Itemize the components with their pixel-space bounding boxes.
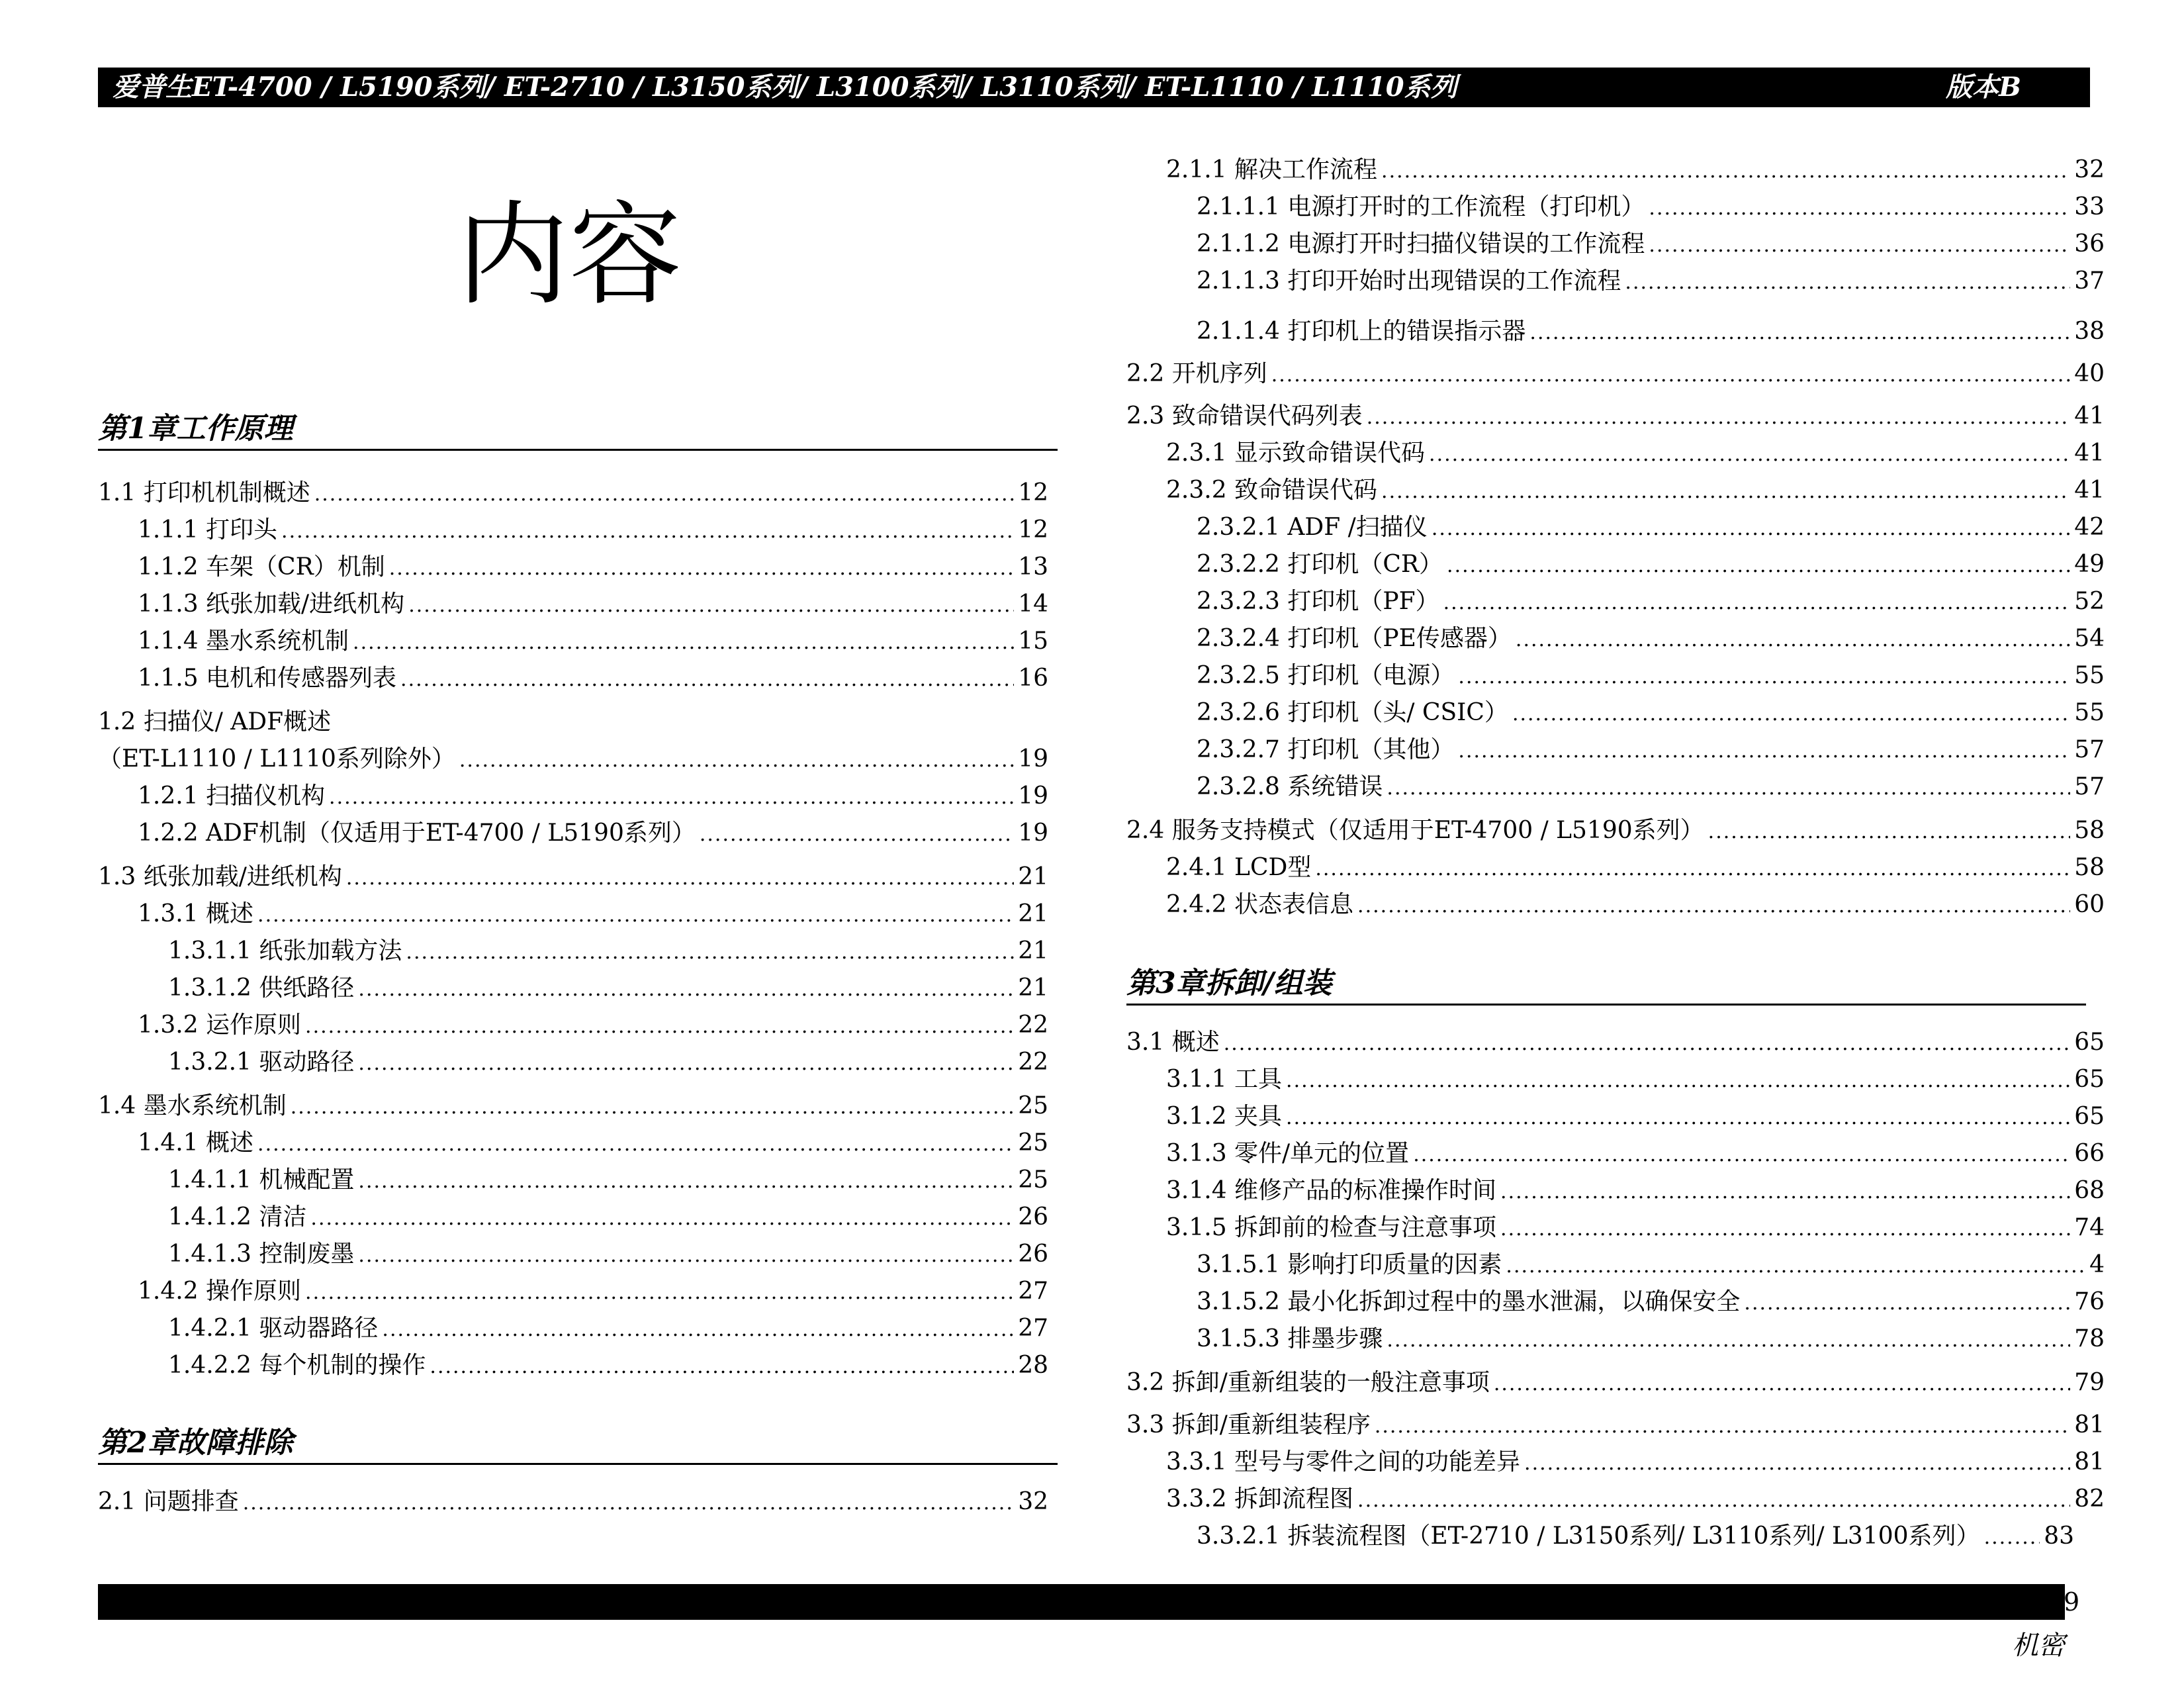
toc-entry-page: 14 <box>1018 590 1048 618</box>
toc-entry-text: 2.3.2.1 ADF /扫描仪 <box>1197 514 1428 541</box>
toc-entry-page: 57 <box>2074 736 2105 763</box>
toc-entry-2-3-2-2[interactable] <box>1197 548 2105 581</box>
toc-entry-2-1[interactable] <box>98 1485 1048 1519</box>
toc-entry-text: 3.3.1 型号与零件之间的功能差异 <box>1166 1448 1521 1476</box>
toc-entry-page: 25 <box>1018 1092 1048 1119</box>
toc-entry-2-4[interactable] <box>1126 814 2105 847</box>
toc-entry-text: 1.4.1.2 清洁 <box>168 1203 307 1231</box>
toc-entry-1-1-2[interactable] <box>138 551 1048 584</box>
toc-entry-page: 52 <box>2074 588 2105 615</box>
toc-entry-page: 32 <box>1018 1488 1048 1515</box>
toc-entry-3-1-3[interactable] <box>1166 1137 2105 1170</box>
toc-entry-3-1[interactable] <box>1126 1026 2105 1059</box>
toc-entry-1-4-2-2[interactable] <box>168 1349 1048 1382</box>
toc-entry-text: 3.1.4 维修产品的标准操作时间 <box>1166 1177 1497 1204</box>
toc-entry-1-4-1-2[interactable] <box>168 1201 1048 1234</box>
toc-entry-2-3-2-1[interactable] <box>1197 511 2105 544</box>
toc-entry-text: 2.3.2 致命错误代码 <box>1166 477 1378 504</box>
toc-entry-page: 38 <box>2074 318 2105 345</box>
footer-bar <box>98 1584 2065 1620</box>
toc-entry-1-1-3[interactable] <box>138 588 1048 621</box>
toc-entry-text: 1.4 墨水系统机制 <box>98 1092 287 1119</box>
toc-entry-page: 21 <box>1018 863 1048 890</box>
toc-entry-page: 22 <box>1018 1049 1048 1076</box>
toc-entry-page: 36 <box>2074 230 2105 258</box>
toc-entry-2-3-2-5[interactable] <box>1197 659 2105 692</box>
toc-entry-page: 19 <box>1018 820 1048 847</box>
header-bar <box>98 68 2090 107</box>
toc-entry-text: 2.3.2.3 打印机（PF） <box>1197 588 1439 615</box>
toc-entry-page: 27 <box>1018 1278 1048 1305</box>
toc-entry-2-1-1[interactable] <box>1166 154 2105 187</box>
toc-entry-2-3-1[interactable] <box>1166 437 2105 470</box>
toc-entry-text: 2.4 服务支持模式（仅适用于ET-4700 / L5190系列） <box>1126 817 1704 844</box>
toc-entry-page: 4 <box>2089 1251 2105 1278</box>
toc-entry-2-1-1-2[interactable] <box>1197 228 2105 261</box>
chapter-1-heading: 第1章工作原理 <box>98 409 1058 451</box>
toc-entry-2-3-2-3[interactable] <box>1197 585 2105 618</box>
toc-entry-page: 83 <box>2044 1523 2074 1550</box>
toc-entry-page: 40 <box>2074 360 2105 387</box>
toc-entry-1-3-1-1[interactable] <box>168 935 1048 968</box>
toc-entry-page: 54 <box>2074 625 2105 652</box>
toc-entry-text: 1.2.1 扫描仪机构 <box>138 782 326 810</box>
toc-entry-1-4-1-3[interactable] <box>168 1238 1048 1271</box>
toc-entry-page: 65 <box>2074 1103 2105 1130</box>
chapter-3-heading: 第3章拆卸/组装 <box>1126 964 2086 1006</box>
toc-entry-text: 2.1.1.1 电源打开时的工作流程（打印机） <box>1197 193 1645 220</box>
toc-entry-page: 25 <box>1018 1166 1048 1194</box>
toc-entry-page: 79 <box>2074 1369 2105 1396</box>
toc-entry-text: 2.1.1.2 电源打开时扫描仪错误的工作流程 <box>1197 230 1645 258</box>
toc-entry-page: 15 <box>1018 628 1048 655</box>
toc-entry-text: 1.1.4 墨水系统机制 <box>138 628 349 655</box>
toc-entry-text: 3.3 拆卸/重新组装程序 <box>1126 1411 1371 1438</box>
toc-entry-page: 68 <box>2074 1177 2105 1204</box>
toc-entry-1-4[interactable] <box>98 1090 1048 1123</box>
toc-entry-1-3-2[interactable] <box>138 1009 1048 1042</box>
toc-entry-text: 2.1.1.4 打印机上的错误指示器 <box>1197 318 1526 345</box>
toc-entry-text: 1.4.2 操作原则 <box>138 1278 302 1305</box>
toc-entry-3-1-4[interactable] <box>1166 1174 2105 1207</box>
toc-entry-text: 2.2 开机序列 <box>1126 360 1267 387</box>
toc-entry-page: 41 <box>2074 402 2105 430</box>
toc-entry-page: 65 <box>2074 1066 2105 1093</box>
toc-entry-1-2[interactable]: 1.2 扫描仪/ ADF概述 <box>98 708 332 735</box>
toc-entry-text: 3.1 概述 <box>1126 1029 1220 1056</box>
page-number: 9 <box>2064 1587 2080 1617</box>
toc-entry-2-3[interactable] <box>1126 400 2105 433</box>
toc-entry-page: 37 <box>2074 267 2105 295</box>
toc-entry-text: 2.3.2.4 打印机（PE传感器） <box>1197 625 1512 652</box>
toc-entry-3-3-1[interactable] <box>1166 1446 2105 1479</box>
toc-entry-page: 12 <box>1018 479 1048 506</box>
toc-entry-page: 19 <box>1018 745 1048 773</box>
toc-entry-text: 2.3.1 显示致命错误代码 <box>1166 440 1426 467</box>
toc-entry-text: 2.3.2.7 打印机（其他） <box>1197 736 1455 763</box>
toc-entry-page: 33 <box>2074 193 2105 220</box>
toc-entry-page: 21 <box>1018 937 1048 964</box>
toc-entry-text: 3.1.5.2 最小化拆卸过程中的墨水泄漏，以确保安全 <box>1197 1288 1741 1315</box>
toc-entry-page: 74 <box>2074 1214 2105 1241</box>
toc-entry-text: 2.3.2.6 打印机（头/ CSIC） <box>1197 699 1508 726</box>
toc-entry-page: 32 <box>2074 156 2105 183</box>
toc-entry-text: 1.3.1 概述 <box>138 900 254 927</box>
toc-entry-page: 58 <box>2074 817 2105 844</box>
toc-entry-page: 65 <box>2074 1029 2105 1056</box>
toc-entry-page: 55 <box>2074 699 2105 726</box>
confidential-label: 机密 <box>2012 1630 2065 1661</box>
toc-entry-3-1-5-1[interactable] <box>1197 1248 2105 1282</box>
toc-entry-page: 41 <box>2074 440 2105 467</box>
toc-entry-text: 1.3.1.1 纸张加载方法 <box>168 937 402 964</box>
toc-entry-page: 19 <box>1018 782 1048 810</box>
toc-entry-text: 3.1.5.1 影响打印质量的因素 <box>1197 1251 1502 1278</box>
toc-entry-1-3-2-1[interactable] <box>168 1046 1048 1079</box>
toc-entry-text: 2.3.2.2 打印机（CR） <box>1197 551 1443 578</box>
toc-entry-text: 3.3.2 拆卸流程图 <box>1166 1485 1354 1513</box>
toc-entry-text: 1.1.1 打印头 <box>138 516 278 543</box>
toc-entry-2-4-2[interactable] <box>1166 888 2105 921</box>
toc-entry-page: 60 <box>2074 891 2105 918</box>
toc-entry-page: 55 <box>2074 662 2105 689</box>
toc-entry-1-3-1-2[interactable] <box>168 972 1048 1005</box>
toc-entry-page: 81 <box>2074 1411 2105 1438</box>
toc-entry-3-3-2-1[interactable] <box>1197 1520 2074 1553</box>
toc-entry-page: 76 <box>2074 1288 2105 1315</box>
toc-entry-page: 82 <box>2074 1485 2105 1513</box>
toc-entry-text: 2.3 致命错误代码列表 <box>1126 402 1363 430</box>
toc-entry-1-2-2[interactable] <box>138 817 1048 850</box>
toc-entry-page: 16 <box>1018 665 1048 692</box>
toc-entry-3-2[interactable] <box>1126 1366 2105 1399</box>
toc-entry-text: 3.3.2.1 拆装流程图（ET-2710 / L3150系列/ L3110系列/ L3100系列） <box>1197 1523 1980 1550</box>
toc-entry-page: 21 <box>1018 974 1048 1002</box>
toc-entry-page: 12 <box>1018 516 1048 543</box>
toc-entry-text: 1.4.1 概述 <box>138 1129 254 1156</box>
toc-entry-text: 1.3.1.2 供纸路径 <box>168 974 355 1002</box>
toc-entry-text: 1.3.2 运作原则 <box>138 1011 302 1039</box>
toc-entry-text: 2.4.1 LCD型 <box>1166 854 1312 881</box>
toc-entry-1-1-1[interactable] <box>138 514 1048 547</box>
header-version: 版本B <box>1946 71 2021 103</box>
toc-entry-2-3-2-4[interactable] <box>1197 622 2105 655</box>
toc-entry-text: 2.3.2.5 打印机（电源） <box>1197 662 1455 689</box>
toc-entry-page: 66 <box>2074 1140 2105 1167</box>
toc-entry-text: 1.3.2.1 驱动路径 <box>168 1049 355 1076</box>
toc-entry-1-4-2-1[interactable] <box>168 1312 1048 1345</box>
toc-entry-text: 3.1.3 零件/单元的位置 <box>1166 1140 1410 1167</box>
toc-entry-3-3[interactable] <box>1126 1409 2105 1442</box>
toc-entry-text: 3.2 拆卸/重新组装的一般注意事项 <box>1126 1369 1490 1396</box>
toc-entry-1-3[interactable] <box>98 861 1048 894</box>
toc-entry-text: 1.1.2 车架（CR）机制 <box>138 553 385 581</box>
toc-entry-1-2-cont[interactable] <box>98 743 1048 776</box>
toc-entry-text: 2.4.2 状态表信息 <box>1166 891 1354 918</box>
toc-entry-2-4-1[interactable] <box>1166 851 2105 884</box>
toc-entry-2-1-1-3[interactable] <box>1197 265 2105 298</box>
toc-entry-3-3-2[interactable] <box>1166 1483 2105 1516</box>
toc-entry-text: 1.1.3 纸张加载/进纸机构 <box>138 590 405 618</box>
toc-entry-page: 41 <box>2074 477 2105 504</box>
toc-entry-page: 58 <box>2074 854 2105 881</box>
toc-entry-2-3-2-8[interactable] <box>1197 771 2105 804</box>
chapter-2-heading: 第2章故障排除 <box>98 1423 1058 1465</box>
toc-entry-page: 25 <box>1018 1129 1048 1156</box>
toc-entry-text: 1.4.2.1 驱动器路径 <box>168 1315 379 1342</box>
toc-entry-page: 27 <box>1018 1315 1048 1342</box>
toc-entry-page: 81 <box>2074 1448 2105 1476</box>
toc-entry-page: 42 <box>2074 514 2105 541</box>
toc-entry-text: （ET-L1110 / L1110系列除外） <box>98 745 455 773</box>
toc-entry-page: 57 <box>2074 773 2105 800</box>
toc-entry-text: 2.1.1 解决工作流程 <box>1166 156 1378 183</box>
toc-entry-page: 28 <box>1018 1352 1048 1379</box>
toc-entry-1-3-1[interactable] <box>138 898 1048 931</box>
toc-entry-text: 3.1.5.3 排墨步骤 <box>1197 1325 1383 1352</box>
toc-entry-text: 1.3 纸张加载/进纸机构 <box>98 863 342 890</box>
toc-entry-text: 1.4.1.1 机械配置 <box>168 1166 355 1194</box>
toc-entry-2-1-1-1[interactable] <box>1197 191 2105 224</box>
toc-entry-page: 13 <box>1018 553 1048 581</box>
toc-entry-1-1-5[interactable] <box>138 662 1048 695</box>
toc-entry-1-4-2[interactable] <box>138 1275 1048 1308</box>
toc-entry-3-1-5[interactable] <box>1166 1211 2105 1244</box>
toc-entry-text: 3.1.1 工具 <box>1166 1066 1283 1093</box>
toc-entry-1-2-1[interactable] <box>138 780 1048 813</box>
toc-entry-text: 1.4.1.3 控制废墨 <box>168 1241 355 1268</box>
toc-entry-text: 1.1.5 电机和传感器列表 <box>138 665 397 692</box>
toc-entry-text: 2.1 问题排查 <box>98 1488 239 1515</box>
toc-entry-text: 1.4.2.2 每个机制的操作 <box>168 1352 426 1379</box>
toc-entry-page: 22 <box>1018 1011 1048 1039</box>
header-title: 爱普生ET-4700 / L5190系列/ ET-2710 / L3150系列/ L3100系列/ L3110系列/ ET-L1110 / L1110系列 <box>113 71 1457 103</box>
toc-entry-2-3-2-7[interactable] <box>1197 733 2105 767</box>
toc-entry-1-4-1-1[interactable] <box>168 1164 1048 1197</box>
toc-entry-1-1-4[interactable] <box>138 625 1048 658</box>
toc-entry-3-1-5-3[interactable] <box>1197 1323 2105 1356</box>
toc-entry-page: 49 <box>2074 551 2105 578</box>
toc-entry-2-3-2[interactable] <box>1166 474 2105 507</box>
toc-entry-page: 78 <box>2074 1325 2105 1352</box>
page-title: 内容 <box>456 190 682 321</box>
toc-entry-page: 21 <box>1018 900 1048 927</box>
toc-entry-text: 1.2.2 ADF机制（仅适用于ET-4700 / L5190系列） <box>138 820 696 847</box>
toc-entry-3-1-5-2[interactable] <box>1197 1286 2105 1319</box>
toc-entry-3-1-1[interactable] <box>1166 1063 2105 1096</box>
toc-entry-1-4-1[interactable] <box>138 1127 1048 1160</box>
toc-entry-text: 2.3.2.8 系统错误 <box>1197 773 1383 800</box>
toc-entry-page: 26 <box>1018 1241 1048 1268</box>
toc-entry-2-3-2-6[interactable] <box>1197 696 2105 729</box>
toc-entry-text: 3.1.2 夹具 <box>1166 1103 1283 1130</box>
toc-entry-2-1-1-4[interactable] <box>1197 315 2105 348</box>
toc-entry-text: 1.1 打印机机制概述 <box>98 479 310 506</box>
toc-entry-page: 26 <box>1018 1203 1048 1231</box>
toc-entry-3-1-2[interactable] <box>1166 1100 2105 1133</box>
toc-entry-text: 2.1.1.3 打印开始时出现错误的工作流程 <box>1197 267 1621 295</box>
toc-entry-text: 3.1.5 拆卸前的检查与注意事项 <box>1166 1214 1497 1241</box>
toc-entry-2-2[interactable] <box>1126 357 2105 391</box>
toc-entry-1-1[interactable] <box>98 477 1048 510</box>
